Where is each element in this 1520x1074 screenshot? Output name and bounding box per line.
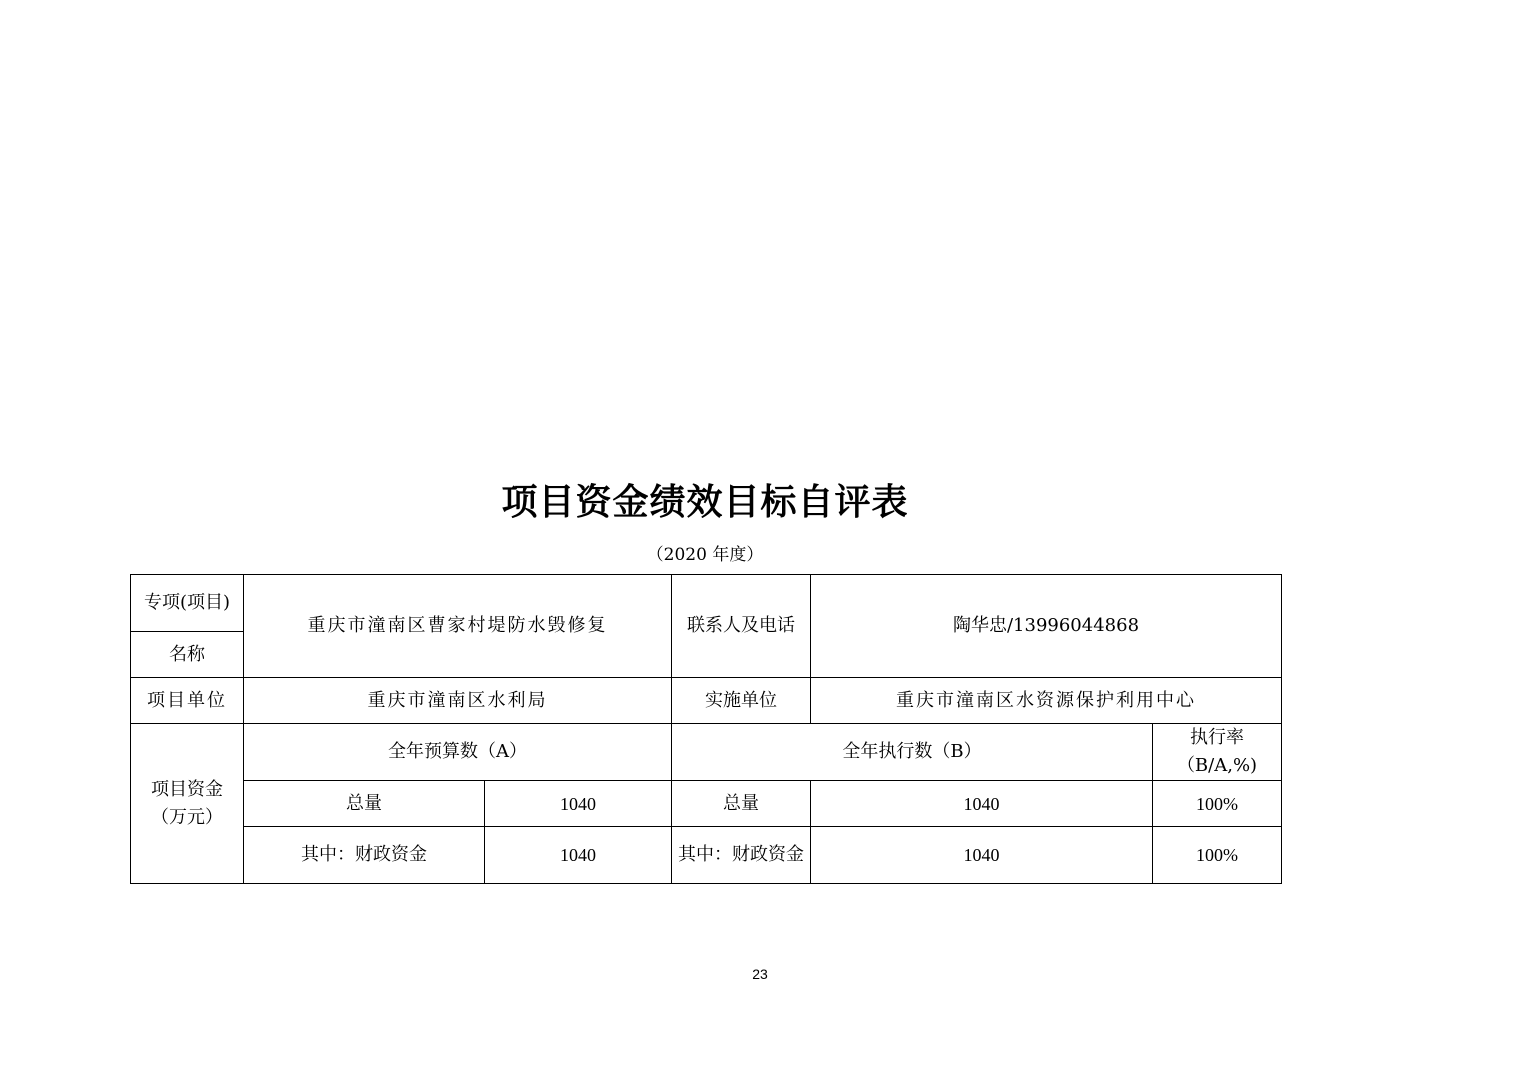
budget-total-label: 总量 (244, 781, 485, 827)
unit-label: 项目单位 (131, 678, 244, 724)
budget-total-value: 1040 (485, 781, 672, 827)
exec-header: 全年执行数（B） (672, 724, 1153, 781)
evaluation-table (130, 574, 1282, 884)
exec-fiscal-label: 其中：财政资金 (672, 827, 811, 884)
budget-fiscal-label: 其中：财政资金 (244, 827, 485, 884)
budget-header: 全年预算数（A） (244, 724, 672, 781)
project-name-label-top: 专项(项目) (131, 575, 244, 632)
exec-total-label: 总量 (672, 781, 811, 827)
exec-fiscal-value: 1040 (811, 827, 1153, 884)
budget-fiscal-value: 1040 (485, 827, 672, 884)
rate-header: 执行率（B/A,%) (1153, 724, 1282, 781)
year-label: （2020 年度） (646, 545, 764, 565)
exec-total-value: 1040 (811, 781, 1153, 827)
rate-fiscal-value: 100% (1153, 827, 1282, 884)
rate-total-value: 100% (1153, 781, 1282, 827)
contact-value: 陶华忠/13996044868 (811, 575, 1282, 678)
project-name-label-bottom: 名称 (131, 632, 244, 678)
funds-label: 项目资金（万元） (131, 724, 244, 884)
unit-value: 重庆市潼南区水利局 (244, 678, 672, 724)
project-name-value: 重庆市潼南区曹家村堤防水毁修复 (244, 575, 672, 678)
impl-value: 重庆市潼南区水资源保护利用中心 (811, 678, 1282, 724)
page-number: 23 (752, 966, 768, 982)
contact-label: 联系人及电话 (672, 575, 811, 678)
page-title: 项目资金绩效目标自评表 (501, 482, 909, 523)
impl-label: 实施单位 (672, 678, 811, 724)
